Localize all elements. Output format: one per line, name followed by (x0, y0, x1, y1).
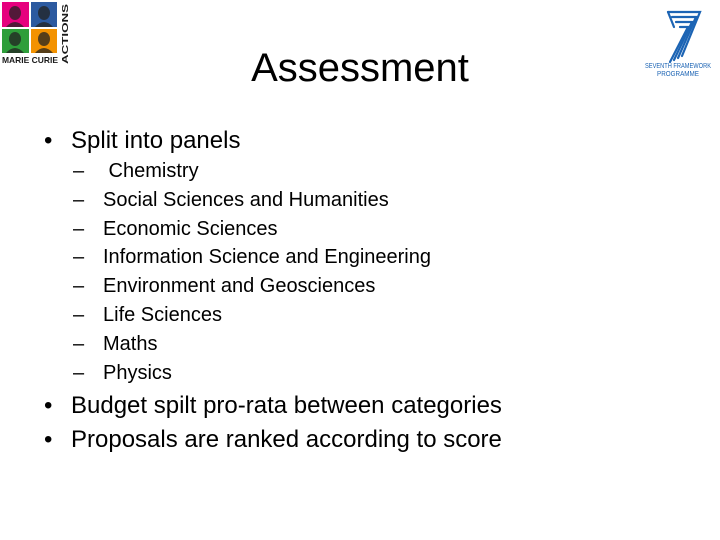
panel-item-text: Maths (103, 332, 158, 355)
dash-icon: – (73, 160, 85, 182)
panel-item-text: Economic Sciences (103, 217, 278, 240)
fp7-text-line1: SEVENTH FRAMEWORK (645, 63, 712, 70)
panel-item (73, 330, 684, 359)
panel-item-text: Information Science and Engineering (103, 246, 431, 269)
panel-item (73, 186, 684, 215)
fp7-text-line2: PROGRAMME (657, 71, 700, 78)
bullet-icon: • (44, 426, 53, 454)
panel-item (73, 243, 684, 272)
panel-item-text: Life Sciences (103, 303, 222, 326)
bullet-icon: • (44, 392, 53, 420)
logo-text-marie-curie: MARIE CURIE (2, 55, 59, 65)
bullet-text: Budget spilt pro-rata between categories (71, 392, 502, 420)
dash-icon: – (73, 188, 85, 211)
bullet-item (44, 389, 684, 423)
dash-icon: – (73, 217, 85, 240)
slide-title: Assessment (251, 46, 469, 90)
panel-list (73, 157, 684, 387)
dash-icon: – (73, 303, 85, 326)
panel-item (73, 301, 684, 330)
bullet-list (44, 126, 684, 457)
dash-icon: – (73, 332, 85, 355)
bullet-icon: • (44, 127, 53, 154)
panel-item-text: Environment and Geosciences (103, 275, 376, 298)
panel-item (73, 272, 684, 301)
bullet-text: Split into panels (71, 127, 241, 154)
bullet-text: Proposals are ranked according to score (71, 426, 502, 454)
panel-item (73, 215, 684, 244)
panel-item-text: Social Sciences and Humanities (103, 188, 389, 211)
bullet-item (44, 423, 684, 457)
panel-item-text: Chemistry (103, 160, 199, 182)
panel-item (73, 359, 684, 388)
dash-icon: – (73, 246, 85, 269)
dash-icon: – (73, 275, 85, 298)
dash-icon: – (73, 361, 85, 384)
panel-item-text: Physics (103, 361, 172, 384)
bullet-item (44, 126, 684, 387)
logo-text-actions: ACTIONS (60, 25, 70, 64)
panel-item (73, 157, 684, 186)
